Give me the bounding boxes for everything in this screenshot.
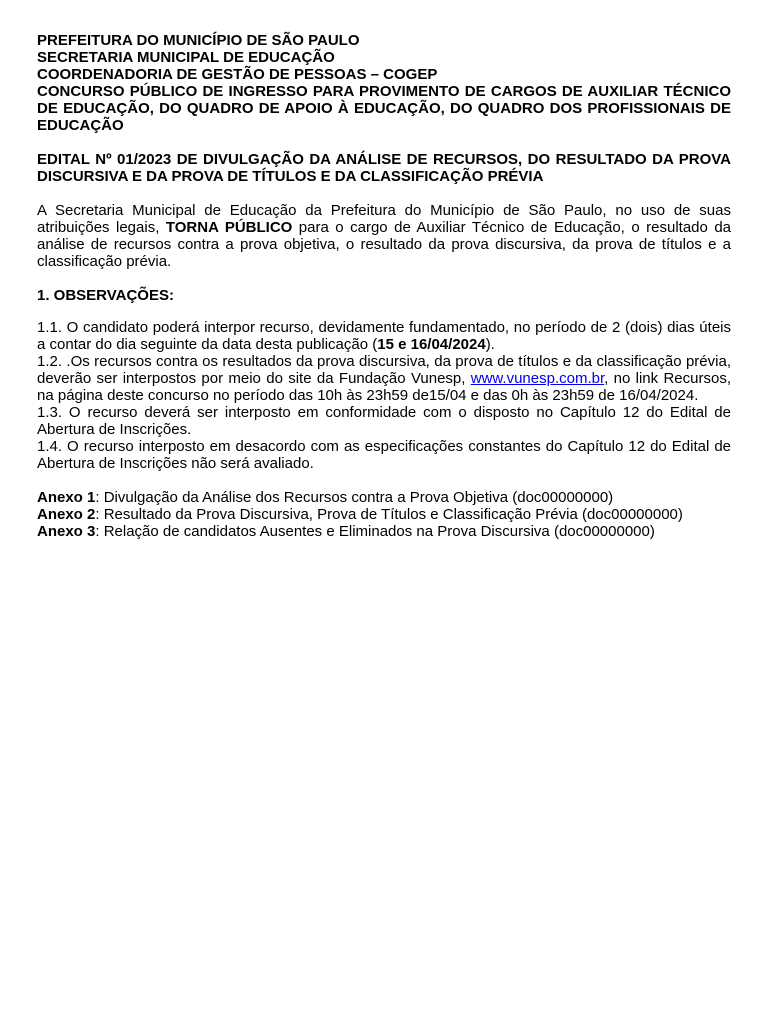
item-1-2 xyxy=(37,353,731,404)
header-line-concurso: CONCURSO PÚBLICO DE INGRESSO PARA PROVIMENTO DE CARGOS DE AUXILIAR TÉCNICO DE EDUCAÇÃO, DO QUADRO DE APOIO À EDUCAÇÃO, DO QUADRO DOS PROFISSIONAIS DE EDUCAÇÃO xyxy=(37,83,731,134)
spacer xyxy=(37,472,731,489)
edital-title: EDITAL Nº 01/2023 DE DIVULGAÇÃO DA ANÁLISE DE RECURSOS, DO RESULTADO DA PROVA DISCURSIVA E DA PROVA DE TÍTULOS E DA CLASSIFICAÇÃO PRÉVIA xyxy=(37,151,731,185)
item-1-1-text: 1.1. O candidato poderá interpor recurso, devidamente fundamentado, no período de 2 (dois) dias úteis a contar do dia seguinte da data desta publicação ( xyxy=(37,319,731,353)
spacer xyxy=(37,185,731,202)
annex-1-label: Anexo 1 xyxy=(37,489,96,506)
item-1-2-end: , no link Recursos, na página deste concurso no período das 10h às 23h59 de15/04 e das 0h às 23h59 de 16/04/2024. xyxy=(37,370,731,404)
annex-2-label: Anexo 2 xyxy=(37,506,96,523)
document-page xyxy=(37,32,731,540)
item-1-1-end: ). xyxy=(485,336,495,353)
annex-3 xyxy=(37,523,731,540)
item-1-4: 1.4. O recurso interposto em desacordo com as especificações constantes do Capítulo 12 do Edital de Abertura de Inscrições não será avaliado. xyxy=(37,438,731,472)
intro-paragraph xyxy=(37,202,731,270)
annex-2 xyxy=(37,506,731,523)
annex-3-label: Anexo 3 xyxy=(37,523,96,540)
annex-1 xyxy=(37,489,731,506)
item-1-3: 1.3. O recurso deverá ser interposto em conformidade com o disposto no Capítulo 12 do Edital de Abertura de Inscrições. xyxy=(37,404,731,438)
header-line-secretaria: SECRETARIA MUNICIPAL DE EDUCAÇÃO xyxy=(37,49,335,66)
spacer xyxy=(37,270,731,287)
item-1-2-text: 1.2. .Os recursos contra os resultados da prova discursiva, da prova de títulos e da classificação prévia, deverão ser interpostos por meio do site da Fundação Vunesp, xyxy=(37,353,731,387)
section-title-observacoes: 1. OBSERVAÇÕES: xyxy=(37,287,174,304)
header-line-prefeitura: PREFEITURA DO MUNICÍPIO DE SÃO PAULO xyxy=(37,32,360,49)
annex-3-text: : Relação de candidatos Ausentes e Eliminados na Prova Discursiva (doc00000000) xyxy=(95,523,655,540)
annex-2-text: : Resultado da Prova Discursiva, Prova de Títulos e Classificação Prévia (doc00000000) xyxy=(95,506,683,523)
annex-1-text: : Divulgação da Análise dos Recursos contra a Prova Objetiva (doc00000000) xyxy=(95,489,614,506)
spacer xyxy=(37,134,731,151)
item-1-1-dates: 15 e 16/04/2024 xyxy=(377,336,486,353)
intro-torna-publico: TORNA PÚBLICO xyxy=(165,219,293,236)
intro-text-part2: para o cargo de Auxiliar Técnico de Educação, o resultado da análise de recursos contra a prova objetiva, o resultado da prova discursiva, da prova de títulos e a classificação prévia. xyxy=(37,219,731,270)
header-line-cogep: COORDENADORIA DE GESTÃO DE PESSOAS – COGEP xyxy=(37,66,438,83)
spacer xyxy=(37,304,731,319)
vunesp-link[interactable]: www.vunesp.com.br xyxy=(470,370,605,387)
item-1-1 xyxy=(37,319,731,353)
intro-text-part1: A Secretaria Municipal de Educação da Prefeitura do Município de São Paulo, no uso de suas atribuições legais, xyxy=(37,202,731,236)
